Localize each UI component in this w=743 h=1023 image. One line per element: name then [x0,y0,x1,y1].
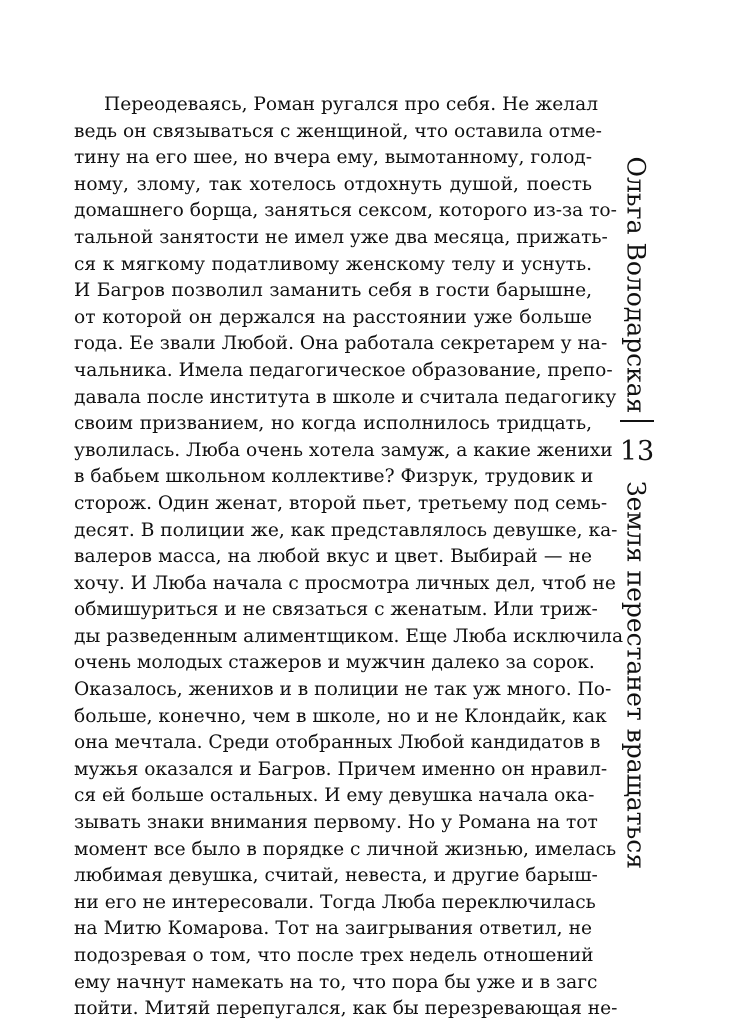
text-line: ся ей больше остальных. И ему девушка начала ока- [74,785,595,807]
text-line: Оказалось, женихов и в полиции не так уж много. По- [74,679,612,701]
text-line: ни его не интересовали. Тогда Люба переключилась [74,891,596,913]
text-line: своим призванием, но когда исполнилось тридцать, [74,413,592,435]
running-head-author [608,156,664,414]
page-number: 13 [619,436,655,467]
text-line: уволилась. Люба очень хотела замуж, а какие женихи [74,439,613,461]
body-text [74,92,624,1023]
text-line: ды разведенным алиментщиком. Еще Люба исключила [74,625,624,647]
text-line: пойти. Митяй перепугался, как бы перезревающая не- [74,998,618,1020]
book-title: Земля перестанет вращаться [621,481,651,869]
author-name: Ольга Володарская [621,156,651,414]
text-line: обмишуриться и не связаться с женатым. Или триж- [74,599,598,621]
text-line: от которой он держался на расстоянии уже больше [74,306,592,328]
text-line: хочу. И Люба начала с просмотра личных дел, чтоб не [74,572,616,594]
text-line: чальника. Имела педагогическое образование, препо- [74,359,613,381]
text-line: ему начнут намекать на то, что пора бы уже и в загс [74,971,598,993]
text-line: сторож. Один женат, второй пьет, третьему под семь- [74,492,608,514]
text-line: домашнего борща, заняться сексом, которого из-за то- [74,200,617,222]
text-line: ся к мягкому податливому женскому телу и уснуть. [74,253,592,275]
text-line: мужья оказался и Багров. Причем именно он нравил- [74,758,608,780]
text-line: любимая девушка, считай, невеста, и другие барыш- [74,865,598,887]
text-line: зывать знаки внимания первому. Но у Романа на тот [74,812,598,834]
text-line: валеров масса, на любой вкус и цвет. Выбирай — не [74,546,592,568]
text-line: Переодеваясь, Роман ругался про себя. Не желал [104,94,599,115]
text-line: тальной занятости не имел уже два месяца, прижать- [74,226,608,248]
running-head-title [608,481,664,869]
text-line: она мечтала. Среди отобранных Любой кандидатов в [74,732,601,754]
text-line: И Багров позволил заманить себя в гости барышне, [74,280,592,302]
text-line: больше, конечно, чем в школе, но и не Клондайк, как [74,705,607,727]
text-line: тину на его шее, но вчера ему, вымотанному, голод- [74,147,592,169]
running-head [608,156,664,869]
running-head-rule [620,420,654,422]
text-line: давала после института в школе и считала педагогику [74,386,617,408]
text-line: ному, злому, так хотелось отдохнуть душой, поесть [74,173,592,195]
text-line: момент все было в порядке с личной жизнью, имелась [74,838,617,860]
text-line: в бабьем школьном коллективе? Физрук, трудовик и [74,466,594,488]
text-line: ведь он связываться с женщиной, что оставила отме- [74,120,602,142]
text-line: подозревая о том, что после трех недель отношений [74,945,594,966]
text-line: года. Ее звали Любой. Она работала секретарем у на- [74,333,608,355]
text-line: на Митю Комарова. Тот на заигрывания ответил, не [74,918,592,940]
text-line: десят. В полиции же, как представлялось девушке, ка- [74,519,618,541]
text-line: очень молодых стажеров и мужчин далеко за сорок. [74,652,595,674]
